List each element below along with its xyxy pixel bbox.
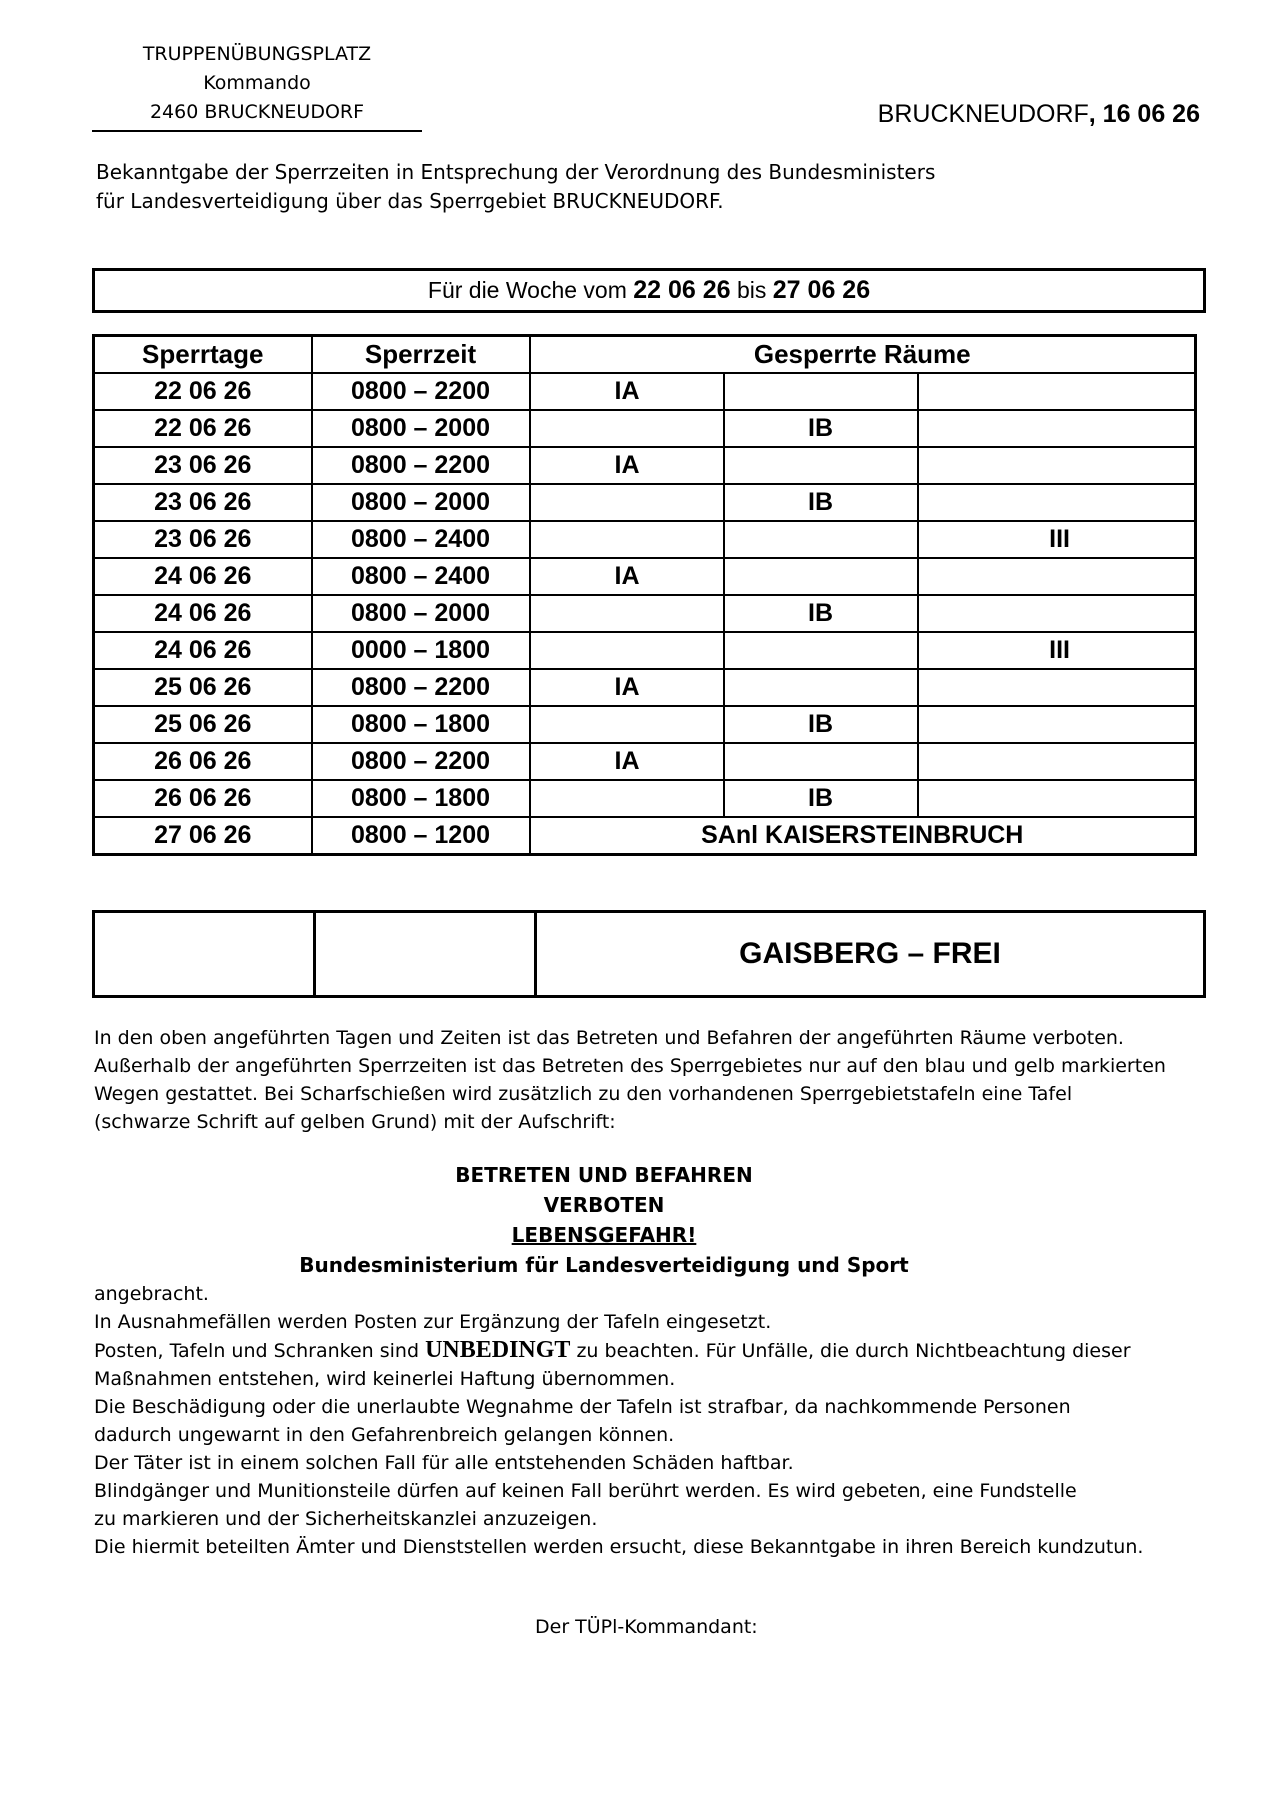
cell-area-iii: III xyxy=(918,632,1196,669)
cell-area-iii xyxy=(918,373,1196,410)
cell-area-ib: IB xyxy=(724,780,918,817)
table-header-row xyxy=(94,336,1196,374)
cell-area-ia: IA xyxy=(530,373,724,410)
cell-area-ia xyxy=(530,595,724,632)
closing-line: Maßnahmen entstehen, wird keinerlei Haftung übernommen. xyxy=(94,1368,676,1390)
closing-line: zu markieren und der Sicherheitskanzlei anzuzeigen. xyxy=(94,1508,598,1530)
intro-line: für Landesverteidigung über das Sperrgebiet BRUCKNEUDORF. xyxy=(96,189,724,213)
cell-area-ia xyxy=(530,484,724,521)
header-sperrzeit: Sperrzeit xyxy=(312,336,530,374)
rules-line: (schwarze Schrift auf gelben Grund) mit der Aufschrift: xyxy=(94,1111,616,1133)
table-row xyxy=(94,817,1196,855)
table-row xyxy=(94,484,1196,521)
cell-area-ib xyxy=(724,558,918,595)
cell-area-iii: III xyxy=(918,521,1196,558)
table-row xyxy=(94,595,1196,632)
cell-day: 23 06 26 xyxy=(94,447,312,484)
cell-time: 0800 – 2000 xyxy=(312,484,530,521)
cell-area-ib: IB xyxy=(724,706,918,743)
cell-day: 24 06 26 xyxy=(94,558,312,595)
cell-area-iii xyxy=(918,595,1196,632)
org-underline xyxy=(92,130,422,132)
place-date xyxy=(878,100,1200,129)
closing-line: dadurch ungewarnt in den Gefahrenbreich gelangen können. xyxy=(94,1424,675,1446)
cell-time: 0800 – 2200 xyxy=(312,373,530,410)
gaisberg-empty-cell xyxy=(94,912,315,997)
cell-time: 0800 – 1800 xyxy=(312,706,530,743)
cell-time: 0800 – 2200 xyxy=(312,743,530,780)
closing-line: Blindgänger und Munitionsteile dürfen auf keinen Fall berührt werden. Es wird gebeten, eine Fundstelle xyxy=(94,1480,1077,1502)
closing-line: Der Täter ist in einem solchen Fall für alle entstehenden Schäden haftbar. xyxy=(94,1452,794,1474)
table-row xyxy=(94,558,1196,595)
cell-area-ib: IB xyxy=(724,410,918,447)
cell-area-iii xyxy=(918,447,1196,484)
emphasis-unbedingt: UNBEDINGT xyxy=(425,1337,571,1363)
week-vom: vom xyxy=(583,277,634,303)
cell-area-iii xyxy=(918,484,1196,521)
schedule-table xyxy=(92,334,1197,856)
org-address: 2460 BRUCKNEUDORF xyxy=(149,101,365,123)
closing-part: Posten, Tafeln und Schranken sind xyxy=(94,1340,426,1362)
table-row xyxy=(94,743,1196,780)
table-row xyxy=(94,447,1196,484)
intro-text xyxy=(96,158,1096,216)
closing-line: Die Beschädigung oder die unerlaubte Wegnahme der Tafeln ist strafbar, da nachkommende Personen xyxy=(94,1396,1071,1418)
closing-text xyxy=(94,1280,1214,1561)
cell-time: 0800 – 2200 xyxy=(312,447,530,484)
gaisberg-table xyxy=(92,910,1206,998)
cell-area-ia xyxy=(530,632,724,669)
cell-day: 23 06 26 xyxy=(94,521,312,558)
rules-line: In den oben angeführten Tagen und Zeiten ist das Betreten und Befahren der angeführten Räume verboten. xyxy=(94,1027,1124,1049)
cell-area-ib: IB xyxy=(724,484,918,521)
rules-text xyxy=(94,1024,1204,1136)
warning-ministry: Bundesministerium für Landesverteidigung und Sport xyxy=(299,1253,909,1277)
cell-time: 0800 – 2400 xyxy=(312,558,530,595)
week-prefix: Für die Woche xyxy=(427,277,584,303)
cell-time: 0000 – 1800 xyxy=(312,632,530,669)
cell-time: 0800 – 2000 xyxy=(312,595,530,632)
cell-day: 22 06 26 xyxy=(94,373,312,410)
closing-line: Die hiermit beteilten Ämter und Dienststellen werden ersucht, diese Bekanntgabe in ihren Bereich kundzutun. xyxy=(94,1536,1144,1558)
cell-area-ia xyxy=(530,780,724,817)
cell-day: 22 06 26 xyxy=(94,410,312,447)
cell-area-ib xyxy=(724,632,918,669)
week-to: 27 06 26 xyxy=(772,276,871,304)
cell-area-ia xyxy=(530,706,724,743)
table-row xyxy=(94,410,1196,447)
cell-area-span: SAnl KAISERSTEINBRUCH xyxy=(530,817,1196,855)
cell-area-iii xyxy=(918,558,1196,595)
cell-area-ia xyxy=(530,410,724,447)
table-row xyxy=(94,521,1196,558)
warning-line: VERBOTEN xyxy=(543,1193,665,1217)
week-from: 22 06 26 xyxy=(633,276,731,304)
cell-area-ia: IA xyxy=(530,743,724,780)
table-row xyxy=(94,669,1196,706)
signature-line: Der TÜPl-Kommandant: xyxy=(535,1616,758,1638)
cell-area-ib xyxy=(724,373,918,410)
cell-area-ia: IA xyxy=(530,669,724,706)
warning-danger: LEBENSGEFAHR! xyxy=(511,1223,697,1247)
cell-area-ib xyxy=(724,669,918,706)
cell-area-ib xyxy=(724,743,918,780)
cell-time: 0800 – 2400 xyxy=(312,521,530,558)
cell-day: 23 06 26 xyxy=(94,484,312,521)
header-sperrtage: Sperrtage xyxy=(94,336,312,374)
cell-area-ia: IA xyxy=(530,558,724,595)
week-bis: bis xyxy=(730,277,773,303)
cell-time: 0800 – 1800 xyxy=(312,780,530,817)
organization-block xyxy=(92,40,422,127)
closing-part: zu beachten. Für Unfälle, die durch Nichtbeachtung dieser xyxy=(570,1340,1131,1362)
warning-line: BETRETEN UND BEFAHREN xyxy=(455,1163,753,1187)
cell-area-ib xyxy=(724,447,918,484)
table-row xyxy=(94,780,1196,817)
header-gesperrte-raeume: Gesperrte Räume xyxy=(530,336,1196,374)
closing-line xyxy=(94,1336,1214,1365)
cell-time: 0800 – 2000 xyxy=(312,410,530,447)
date: , 16 06 26 xyxy=(1088,100,1200,128)
cell-day: 25 06 26 xyxy=(94,706,312,743)
gaisberg-status: GAISBERG – FREI xyxy=(536,912,1205,997)
cell-day: 26 06 26 xyxy=(94,743,312,780)
cell-day: 27 06 26 xyxy=(94,817,312,855)
table-row xyxy=(94,373,1196,410)
cell-area-ib xyxy=(724,521,918,558)
cell-area-iii xyxy=(918,410,1196,447)
cell-area-iii xyxy=(918,706,1196,743)
cell-day: 24 06 26 xyxy=(94,595,312,632)
cell-area-iii xyxy=(918,743,1196,780)
week-box xyxy=(92,268,1206,313)
table-row xyxy=(94,632,1196,669)
rules-line: Wegen gestattet. Bei Scharfschießen wird zusätzlich zu den vorhandenen Sperrgebietstafeln eine Tafel xyxy=(94,1083,1073,1105)
cell-day: 24 06 26 xyxy=(94,632,312,669)
cell-day: 25 06 26 xyxy=(94,669,312,706)
intro-line: Bekanntgabe der Sperrzeiten in Entsprechung der Verordnung des Bundesministers xyxy=(96,160,936,184)
cell-area-iii xyxy=(918,780,1196,817)
cell-area-ia xyxy=(530,521,724,558)
rules-line: Außerhalb der angeführten Sperrzeiten ist das Betreten des Sperrgebietes nur auf den blau und gelb markierten xyxy=(94,1055,1166,1077)
closing-line: angebracht. xyxy=(94,1283,209,1305)
cell-day: 26 06 26 xyxy=(94,780,312,817)
place: BRUCKNEUDORF xyxy=(877,100,1089,128)
closing-line: In Ausnahmefällen werden Posten zur Ergänzung der Tafeln eingesetzt. xyxy=(94,1311,772,1333)
warning-sign-text xyxy=(94,1160,1114,1280)
table-row xyxy=(94,706,1196,743)
cell-area-ib: IB xyxy=(724,595,918,632)
org-unit: Kommando xyxy=(203,72,311,94)
cell-time: 0800 – 1200 xyxy=(312,817,530,855)
cell-area-iii xyxy=(918,669,1196,706)
cell-time: 0800 – 2200 xyxy=(312,669,530,706)
org-name: TRUPPENÜBUNGSPLATZ xyxy=(142,43,372,65)
gaisberg-empty-cell xyxy=(315,912,536,997)
cell-area-ia: IA xyxy=(530,447,724,484)
